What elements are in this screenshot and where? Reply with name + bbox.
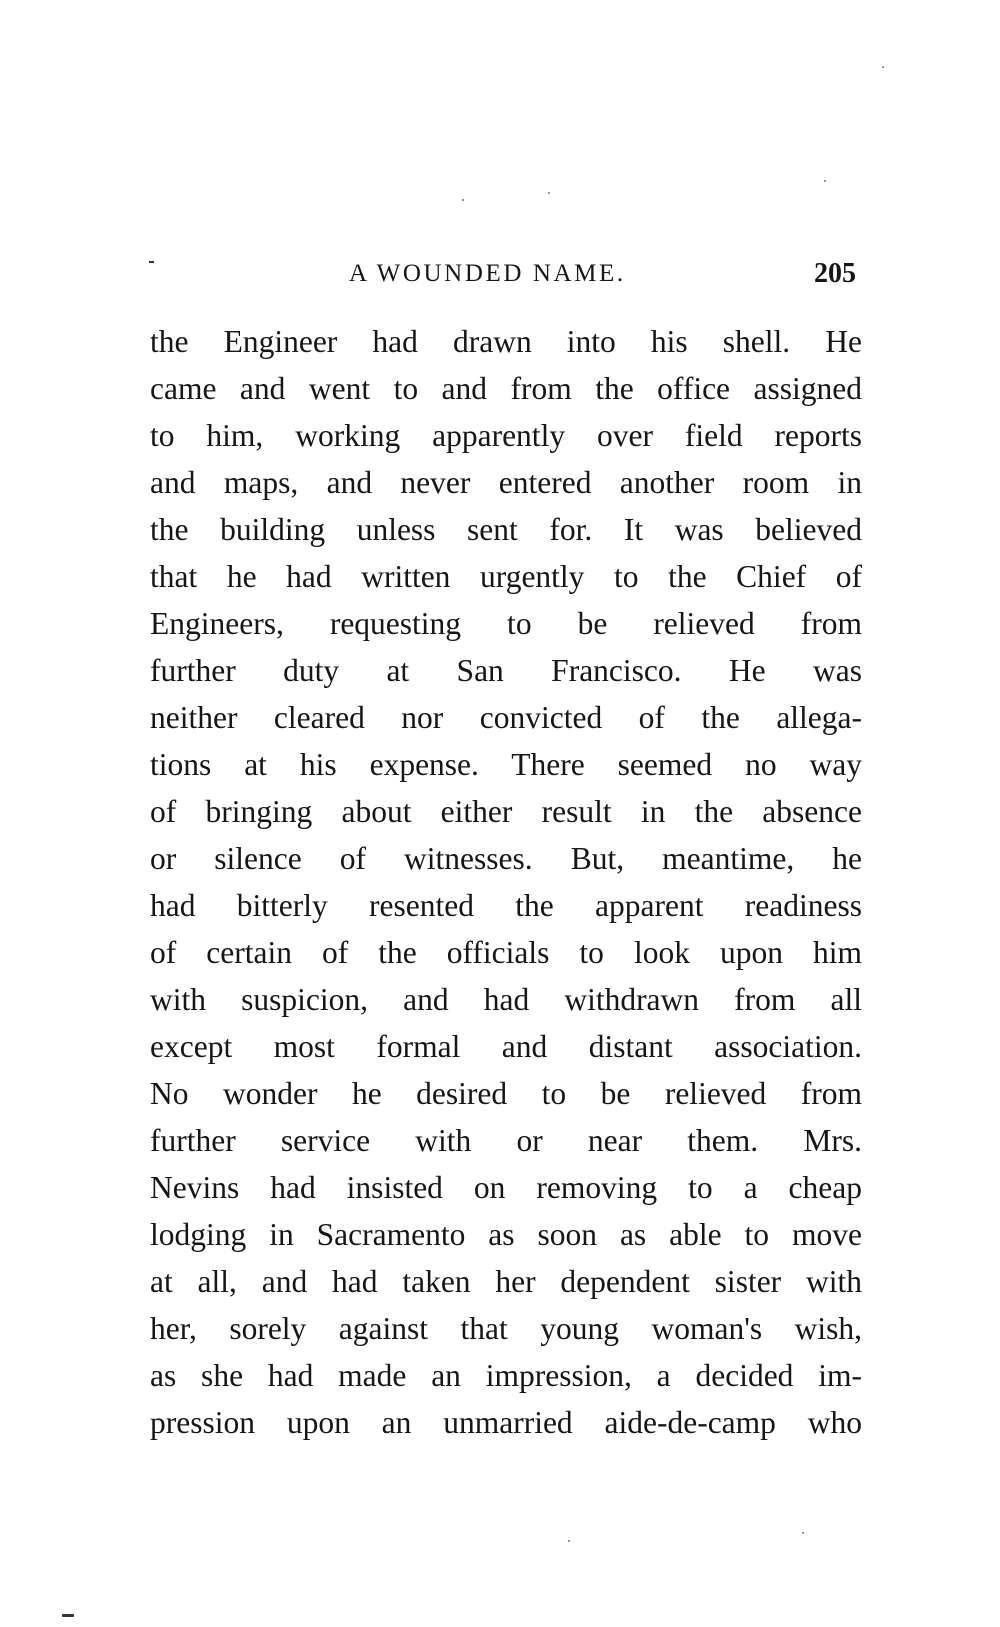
text-line: as she had made an impression, a decided im- (150, 1358, 862, 1393)
text-line: came and went to and from the office assigned (150, 371, 862, 406)
text-line: except most formal and distant association. (150, 1029, 862, 1064)
text-line: of certain of the officials to look upon him (150, 935, 862, 970)
text-line: tions at his expense. There seemed no way (150, 747, 862, 782)
running-head (0, 254, 1000, 294)
text-line: of bringing about either result in the absence (150, 794, 862, 829)
text-line: No wonder he desired to be relieved from (150, 1076, 862, 1111)
running-title: A WOUNDED NAME. (349, 260, 626, 287)
margin-mark (149, 261, 154, 263)
scan-speck (62, 1614, 74, 1617)
body-text (150, 318, 862, 1446)
text-line: Nevins had insisted on removing to a cheap (150, 1170, 862, 1205)
text-line: had bitterly resented the apparent readiness (150, 888, 862, 923)
scan-speck (824, 180, 826, 182)
scan-speck (882, 66, 884, 68)
scan-speck (568, 1540, 570, 1542)
page-number: 205 (814, 258, 856, 289)
text-line: or silence of witnesses. But, meantime, he (150, 841, 862, 876)
text-line: her, sorely against that young woman's wish, (150, 1311, 862, 1346)
scan-speck (462, 199, 464, 201)
text-line: pression upon an unmarried aide-de-camp who (150, 1405, 862, 1440)
text-line: further duty at San Francisco. He was (150, 653, 862, 688)
text-line: lodging in Sacramento as soon as able to move (150, 1217, 862, 1252)
text-line: Engineers, requesting to be relieved from (150, 606, 862, 641)
text-line: to him, working apparently over field reports (150, 418, 862, 453)
text-line: neither cleared nor convicted of the allega- (150, 700, 862, 735)
text-line: the building unless sent for. It was believed (150, 512, 862, 547)
text-line: with suspicion, and had withdrawn from all (150, 982, 862, 1017)
text-line: and maps, and never entered another room in (150, 465, 862, 500)
scan-speck (802, 1532, 804, 1534)
text-line: further service with or near them. Mrs. (150, 1123, 862, 1158)
text-line: at all, and had taken her dependent sister with (150, 1264, 862, 1299)
text-line: the Engineer had drawn into his shell. He (150, 324, 862, 359)
text-line: that he had written urgently to the Chief of (150, 559, 862, 594)
scan-speck (548, 192, 550, 194)
